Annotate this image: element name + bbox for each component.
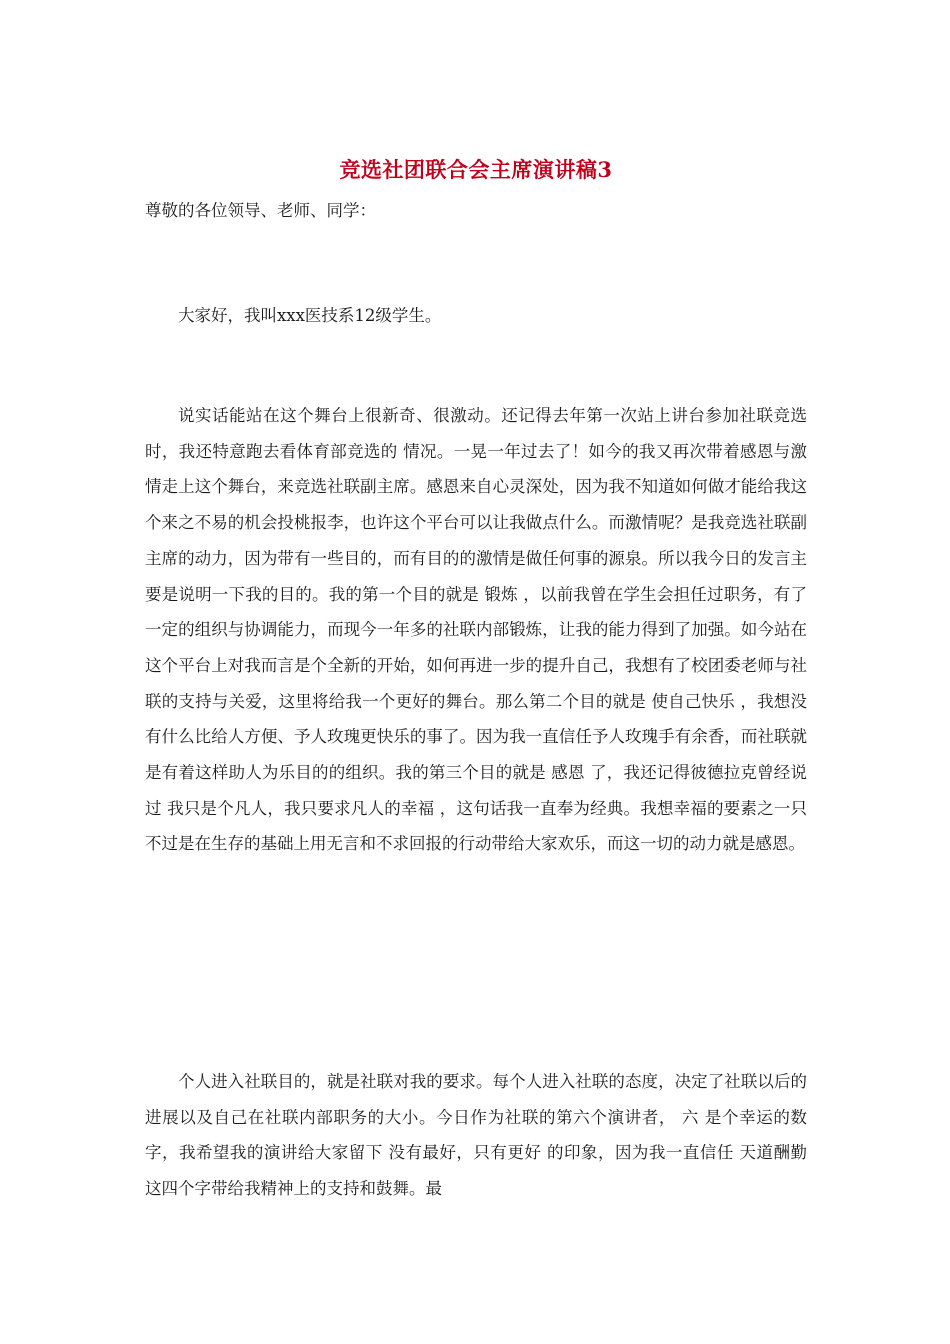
document-title: 竞选社团联合会主席演讲稿3 [339,157,613,182]
paragraph-purposes: 说实话能站在这个舞台上很新奇、很激动。还记得去年第一次站上讲台参加社联竞选时，我还特意跑去看体育部竞选的 情况。一晃一年过去了！如今的我又再次带着感恩与激情走上这个舞台，来竞选社联副主席。感恩来自心灵深处，因为我不知道如何做才能给我这个来之不易的机会投桃报李，也许这个平台可以让我做点什么。而激情呢？是我竞选社联副主席的动力，因为带有一些目的，而有目的的激情是做任何事的源泉。所以我今日的发言主要是说明一下我的目的。我的第一个目的就是 锻炼 ，以前我曾在学生会担任过职务，有了一定的组织与协调能力，而现今一年多的社联内部锻炼，让我的能力得到了加强。如今站在这个平台上对我而言是个全新的开始，如何再进一步的提升自己，我想有了校团委老师与社联的支持与关爱，这里将给我一个更好的舞台。那么第二个目的就是 使自己快乐 ，我想没有什么比给人方便、予人玫瑰更快乐的事了。因为我一直信任予人玫瑰手有余香，而社联就是有着这样助人为乐目的的组织。我的第三个目的就是 感恩 了，我还记得彼德拉克曾经说过 我只是个凡人，我只要求凡人的幸福 ，这句话我一直奉为经典。我想幸福的要素之一只不过是在生存的基础上用无言和不求回报的行动带给大家欢乐，而这一切的动力就是感恩。 [145,406,807,854]
salutation: 尊敬的各位领导、老师、同学： [145,201,376,220]
paragraph-greeting: 大家好，我叫xxx医技系12级学生。 [178,306,442,325]
paragraph-attitude: 个人进入社联目的，就是社联对我的要求。每个人进入社联的态度，决定了社联以后的进展以及自己在社联内部职务的大小。今日作为社联的第六个演讲者， 六 是个幸运的数字，我希望我的演讲给大家留下 没有最好，只有更好 的印象，因为我一直信任 天道酬勤 这四个字带给我精神上的支持和鼓舞。最 [145,1072,807,1199]
